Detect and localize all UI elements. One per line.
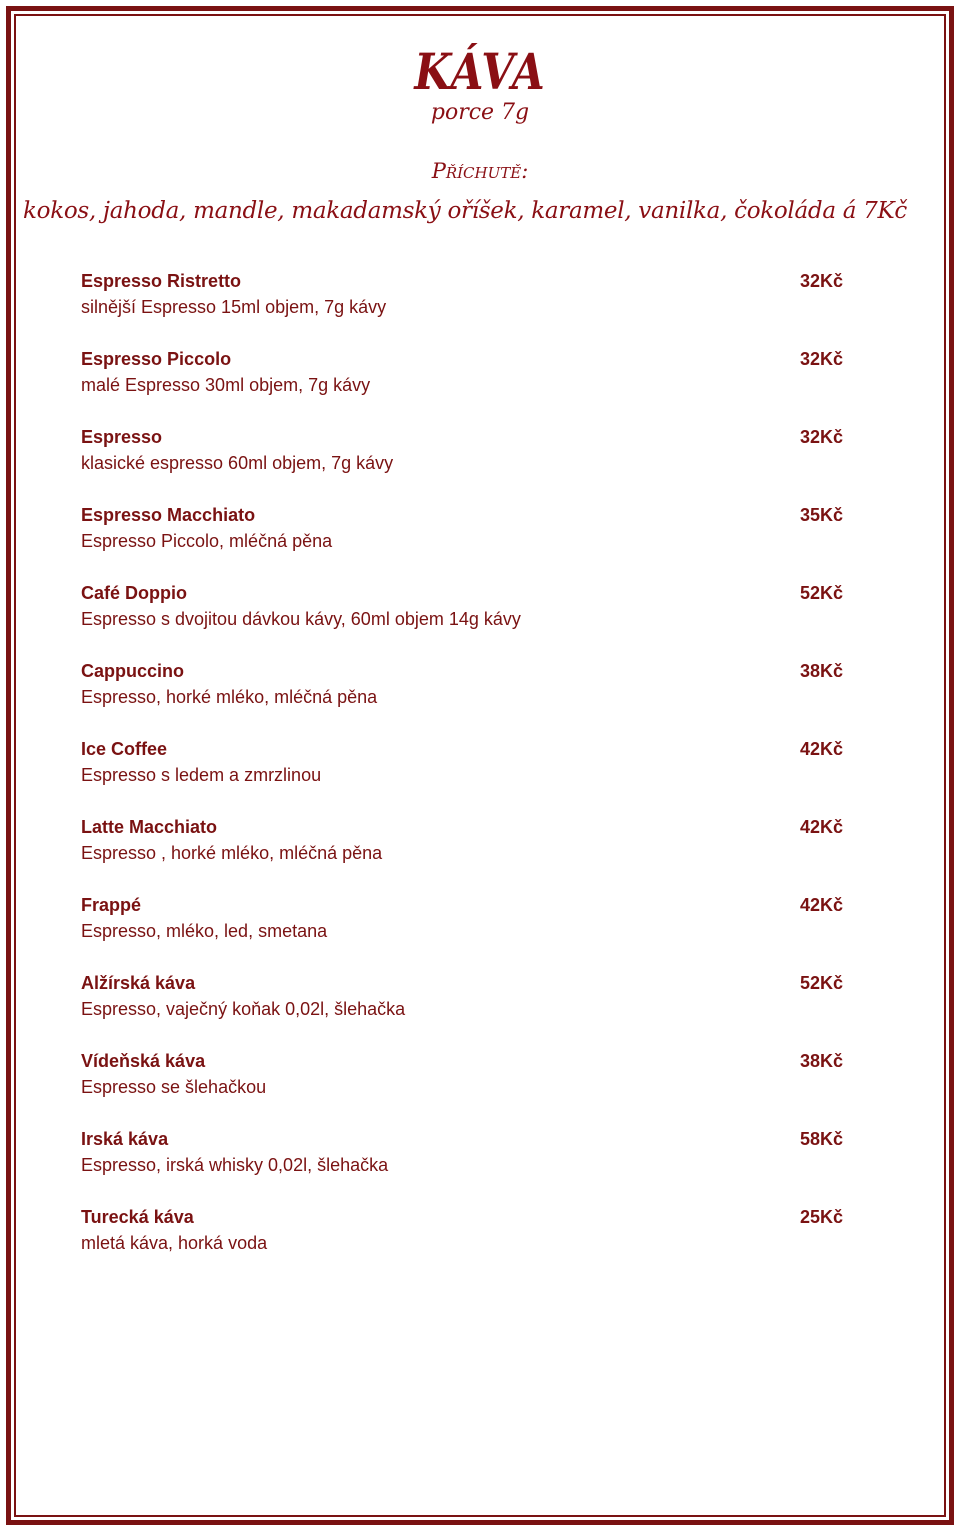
flavors-label: Příchutě: — [431, 159, 529, 183]
item-description: Espresso se šlehačkou — [81, 1077, 267, 1097]
menu-item — [81, 580, 843, 658]
flavors-list: kokos, jahoda, mandle, makadamský oříšek, karamel, vanilka, čokoláda á 7Kč — [23, 198, 907, 224]
page-title: KÁVA — [414, 42, 546, 101]
item-name: Café Doppio — [81, 583, 187, 603]
item-price: 42Kč — [799, 817, 843, 837]
item-name: Ice Coffee — [81, 739, 168, 759]
item-name: Espresso Macchiato — [81, 505, 256, 525]
menu-item — [81, 814, 843, 892]
item-description: Espresso, horké mléko, mléčná pěna — [81, 687, 378, 707]
item-name: Vídeňská káva — [81, 1051, 206, 1071]
item-name: Cappuccino — [81, 661, 185, 681]
menu-item — [81, 1126, 843, 1204]
item-description: malé Espresso 30ml objem, 7g kávy — [81, 375, 371, 395]
item-price: 38Kč — [799, 1051, 843, 1071]
item-name: Latte Macchiato — [81, 817, 218, 837]
item-description: Espresso s ledem a zmrzlinou — [81, 765, 322, 785]
menu-item — [81, 970, 843, 1048]
item-price: 42Kč — [799, 895, 843, 915]
item-description: silnější Espresso 15ml objem, 7g kávy — [81, 297, 387, 317]
item-price: 42Kč — [799, 739, 843, 759]
menu-header — [0, 40, 960, 126]
item-description: Espresso, irská whisky 0,02l, šlehačka — [81, 1155, 389, 1175]
item-price: 32Kč — [799, 349, 843, 369]
menu-item — [81, 268, 843, 346]
item-name: Irská káva — [81, 1129, 169, 1149]
menu-item — [81, 1048, 843, 1126]
item-name: Espresso Ristretto — [81, 271, 242, 291]
menu-item — [81, 424, 843, 502]
menu-item — [81, 346, 843, 424]
item-description: Espresso , horké mléko, mléčná pěna — [81, 843, 383, 863]
item-price: 32Kč — [799, 271, 843, 291]
item-description: Espresso, mléko, led, smetana — [81, 921, 328, 941]
item-name: Frappé — [81, 895, 142, 915]
item-description: Espresso s dvojitou dávkou kávy, 60ml objem 14g kávy — [81, 609, 521, 629]
page-subtitle: porce 7g — [430, 100, 530, 125]
item-price: 35Kč — [799, 505, 843, 525]
menu-item — [81, 892, 843, 970]
item-price: 32Kč — [799, 427, 843, 447]
item-description: Espresso Piccolo, mléčná pěna — [81, 531, 333, 551]
item-description: klasické espresso 60ml objem, 7g kávy — [81, 453, 394, 473]
menu-item — [81, 736, 843, 814]
item-price: 52Kč — [799, 973, 843, 993]
item-price: 52Kč — [799, 583, 843, 603]
item-name: Turecká káva — [81, 1207, 194, 1227]
menu-item — [81, 502, 843, 580]
item-name: Espresso Piccolo — [81, 349, 232, 369]
menu-item — [81, 1204, 843, 1282]
item-price: 25Kč — [799, 1207, 843, 1227]
menu-item — [81, 658, 843, 736]
item-name: Espresso — [81, 427, 163, 447]
item-price: 38Kč — [799, 661, 843, 681]
item-name: Alžírská káva — [81, 973, 196, 993]
coffee-menu-list — [81, 268, 843, 1282]
item-description: Espresso, vaječný koňak 0,02l, šlehačka — [81, 999, 406, 1019]
item-price: 58Kč — [799, 1129, 843, 1149]
item-description: mletá káva, horká voda — [81, 1233, 268, 1253]
